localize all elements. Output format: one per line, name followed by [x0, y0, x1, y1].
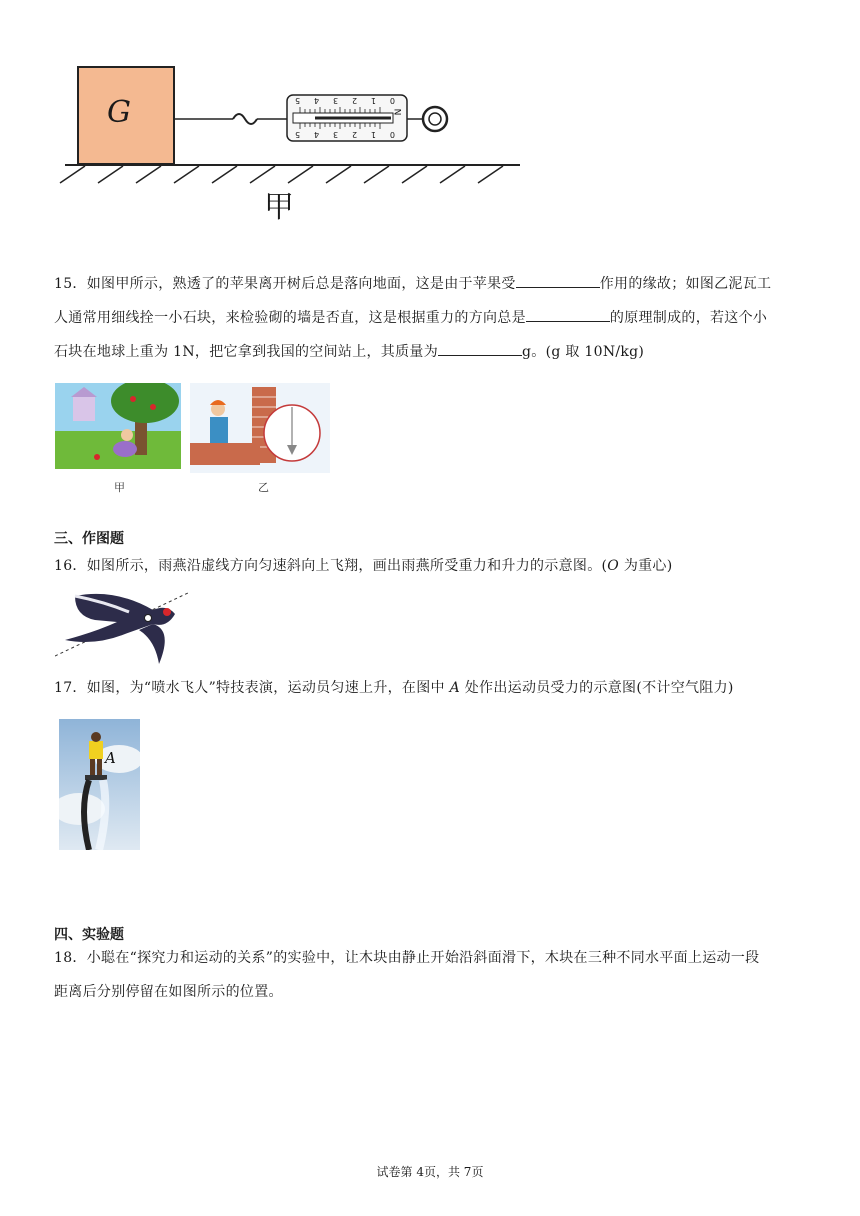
jetpack-performer-image: [59, 719, 140, 850]
scale-num: 2: [351, 130, 358, 139]
caption-jia: 甲: [114, 481, 125, 494]
q15-line3: 石块在地球上重为 1N，把它拿到我国的空间站上，其质量为 g。(g 取 10N/kg): [54, 335, 814, 369]
scale-numbers-bottom: [295, 130, 395, 139]
figure-caption-jia: 甲: [264, 190, 294, 225]
scale-num: 0: [389, 130, 395, 139]
point-letter: A: [449, 680, 460, 696]
scale-num: 5: [295, 130, 301, 139]
question-17: 17．如图，为“喷水飞人”特技表演，运动员匀速上升，在图中 A 处作出运动员受力的示意图(不计空气阻力): [54, 680, 734, 696]
point-label-a: A: [105, 749, 116, 767]
question-15: [54, 267, 814, 369]
scale-num: 4: [314, 96, 320, 105]
scale-num: 2: [351, 96, 358, 105]
scale-num: 1: [370, 96, 377, 105]
question-18: [54, 941, 814, 1009]
section-title-drawing: 三、作图题: [54, 531, 124, 547]
q18-line2: 距离后分别停留在如图所示的位置。: [54, 984, 283, 1000]
center-letter: O: [607, 558, 620, 574]
scale-num: 5: [295, 96, 301, 105]
mason-wall-image: [190, 383, 330, 473]
scale-numbers-top: [295, 96, 395, 105]
question-16: 16．如图所示，雨燕沿虚线方向匀速斜向上飞翔，画出雨燕所受重力和升力的示意图。(O 为重心): [54, 558, 673, 574]
scale-unit: N: [391, 108, 402, 116]
q15-line1: 15．如图甲所示，熟透了的苹果离开树后总是落向地面，这是由于苹果受 作用的缘故；如图乙泥瓦工: [54, 267, 814, 301]
apple-tree-image: [55, 383, 181, 469]
q18-line1: 18．小聪在“探究力和运动的关系”的实验中，让木块由静止开始沿斜面滑下，木块在三种不同水平面上运动一段: [54, 950, 760, 966]
answer-blank[interactable]: [526, 303, 610, 322]
block-label: G: [107, 95, 131, 130]
scale-num: 0: [389, 96, 395, 105]
section-title-experiment: 四、实验题: [54, 927, 124, 943]
spring-scale-figure: [55, 55, 535, 225]
q15-line2: 人通常用细线拴一小石块，来检验砌的墙是否直，这是根据重力的方向总是 的原理制成的，若这个小: [54, 301, 814, 335]
caption-yi: 乙: [258, 481, 269, 494]
page-footer: 试卷第 4页，共 7页: [376, 1165, 484, 1179]
answer-blank[interactable]: [438, 337, 522, 356]
scale-num: 1: [370, 130, 377, 139]
scale-num: 3: [333, 96, 339, 105]
scale-num: 4: [314, 130, 320, 139]
swallow-figure: [55, 584, 190, 666]
spring-scale-diagram: [55, 55, 535, 225]
answer-blank[interactable]: [516, 269, 600, 288]
scale-num: 3: [333, 130, 339, 139]
